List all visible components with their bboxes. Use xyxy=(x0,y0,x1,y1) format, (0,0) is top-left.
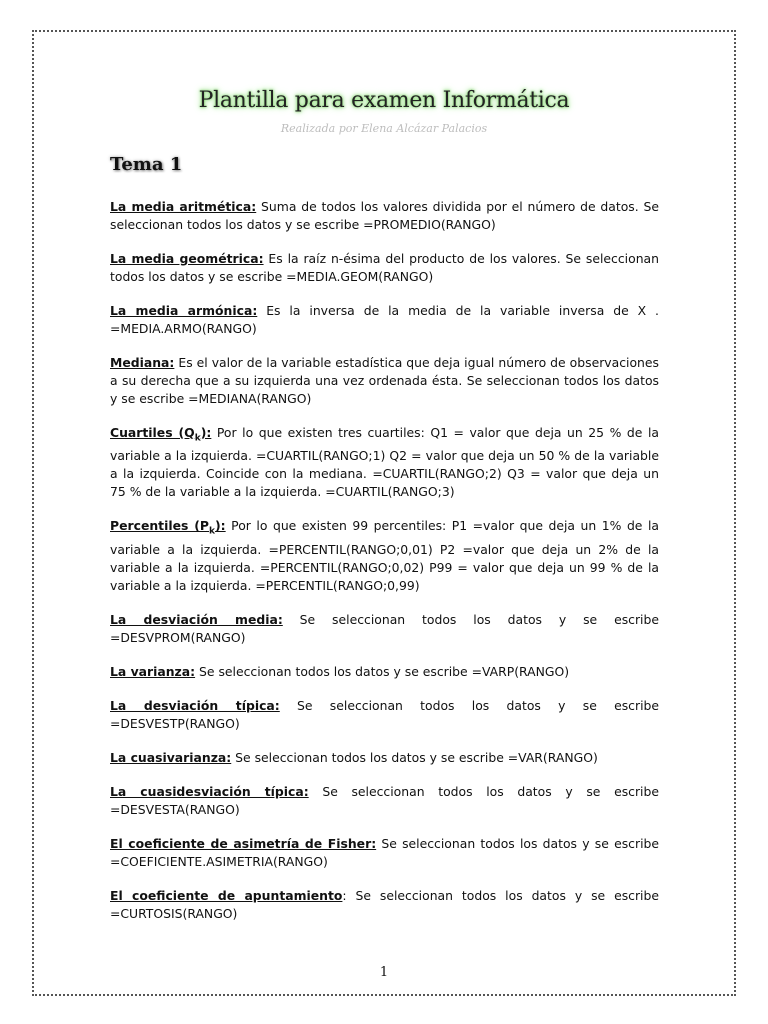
term: El coeficiente de apuntamiento xyxy=(110,887,343,903)
paragraph-desviacion-media xyxy=(110,611,659,647)
term: La varianza: xyxy=(110,663,196,679)
paragraph-cuartiles xyxy=(110,424,659,501)
paragraph-desviacion-tipica xyxy=(110,697,659,733)
document-title: Plantilla para examen Informática xyxy=(198,88,570,113)
paragraph-media-aritmetica xyxy=(110,198,659,234)
definition: Se seleccionan todos los datos y se escribe =COEFICIENTE.ASIMETRIA(RANGO) xyxy=(110,835,660,869)
term: La media armónica: xyxy=(110,303,258,318)
definition: Se seleccionan todos los datos y se escribe =DESVPROM(RANGO) xyxy=(110,611,659,645)
term: Cuartiles $(Q_k)$: xyxy=(110,425,212,444)
definition: Es la inversa de la media de la variable inversa de X . =MEDIA.ARMO(RANGO) xyxy=(110,303,659,336)
paragraph-media-armonica xyxy=(110,302,659,338)
term: La desviación típica: xyxy=(110,697,280,713)
paragraph-cuasidesviacion-tipica xyxy=(110,783,659,819)
term: La desviación media: xyxy=(110,611,283,627)
definition: Es el valor de la variable estadística que deja igual número de observaciones a su derecha que a su izquierda una vez ordenada ésta. Se seleccionan todos los datos y se escribe =MEDIANA(RANGO) xyxy=(110,355,659,406)
term: Percentiles $(P_k)$: xyxy=(110,518,226,537)
definition: Por lo que existen 99 percentiles: P1 =valor que deja un 1% de la variable a la izquierda. =PERCENTIL(RANGO;0,01) P2 =valor que deja un 2% de la variable a la izquierda. =PERCENTIL(RANGO;0,02) P99 = valor que deja un 99 % de la variable a la izquierda. =PERCENTIL(RANGO;0,99) xyxy=(110,518,659,593)
definition: Es la raíz n-ésima del producto de los valores. Se seleccionan todos los datos y se escribe =MEDIA.GEOM(RANGO) xyxy=(110,251,659,284)
term: Mediana: xyxy=(110,355,175,370)
page-number: 1 xyxy=(379,965,389,980)
paragraph-coeficiente-asimetria xyxy=(110,835,659,871)
definition: Suma de todos los valores dividida por el número de datos. Se seleccionan todos los datos y se escribe =PROMEDIO(RANGO) xyxy=(110,199,660,232)
definition: : Se seleccionan todos los datos y se escribe =CURTOSIS(RANGO) xyxy=(110,887,659,921)
document-body xyxy=(110,198,659,939)
paragraph-cuasivarianza xyxy=(110,749,659,767)
paragraph-percentiles xyxy=(110,517,659,594)
term: La cuasivarianza: xyxy=(110,749,232,765)
definition: Se seleccionan todos los datos y se escribe =VARP(RANGO) xyxy=(195,663,570,679)
paragraph-mediana xyxy=(110,354,659,408)
definition: Por lo que existen tres cuartiles: Q1 = valor que deja un 25 % de la variable a la izquierda. =CUARTIL(RANGO;1) Q2 = valor que deja un 50 % de la variable a la izquierda. Coincide con la mediana. =CUARTIL(RANGO;2) Q3 = valor que deja un 75 % de la variable a la izquierda. =CUARTIL(RANGO;3) xyxy=(110,425,659,500)
paragraph-coeficiente-apuntamiento xyxy=(110,887,659,923)
definition: Se seleccionan todos los datos y se escribe =DESVESTA(RANGO) xyxy=(110,783,659,817)
term: El coeficiente de asimetría de Fisher: xyxy=(110,835,377,851)
document-subtitle: Realizada por Elena Alcázar Palacios xyxy=(280,122,488,135)
term: La media geométrica: xyxy=(110,251,264,266)
term: La cuasidesviación típica: xyxy=(110,783,309,799)
paragraph-media-geometrica xyxy=(110,250,659,286)
definition: Se seleccionan todos los datos y se escribe =DESVESTP(RANGO) xyxy=(110,697,660,731)
definition: Se seleccionan todos los datos y se escribe =VAR(RANGO) xyxy=(231,749,598,765)
paragraph-varianza xyxy=(110,663,659,681)
term: La media aritmética: xyxy=(110,199,257,214)
section-heading: Tema 1 xyxy=(110,154,183,175)
